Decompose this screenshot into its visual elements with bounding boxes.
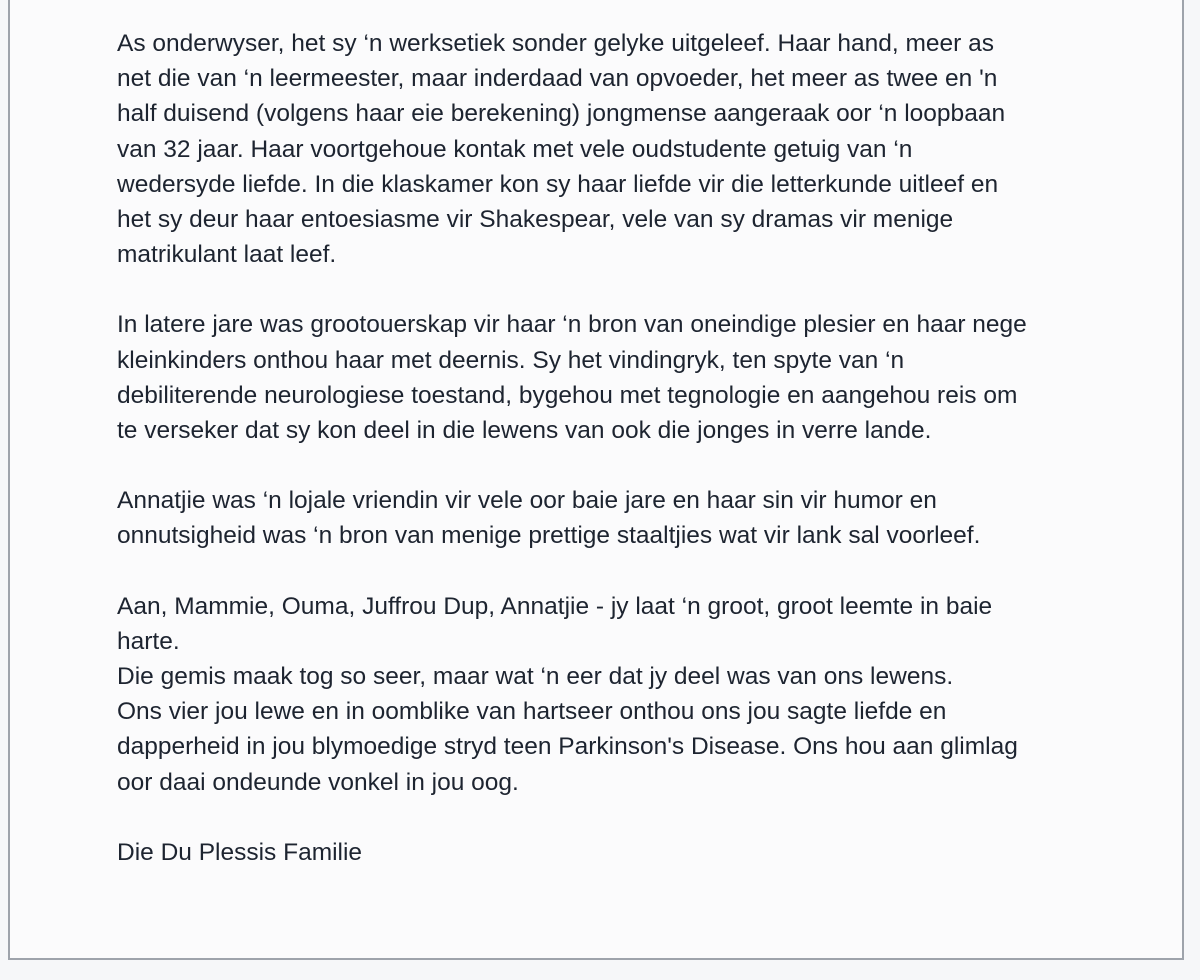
text-line: onnutsigheid was ‘n bron van menige prettige staaltjies wat vir lank sal voorleef. xyxy=(117,522,981,550)
text-line: Ons vier jou lewe en in oomblike van hartseer onthou ons jou sagte liefde en xyxy=(117,698,947,726)
paragraph-friendship xyxy=(117,483,1067,553)
text-line: kleinkinders onthou haar met deernis. Sy het vindingryk, ten spyte van ‘n xyxy=(117,346,905,374)
paragraph-teaching xyxy=(117,26,1067,272)
paragraph-farewell xyxy=(117,589,1067,800)
text-line: Die gemis maak tog so seer, maar wat ‘n eer dat jy deel was van ons lewens. xyxy=(117,663,954,691)
text-line: Annatjie was ‘n lojale vriendin vir vele oor baie jare en haar sin vir humor en xyxy=(117,487,937,515)
text-line: As onderwyser, het sy ‘n werksetiek sonder gelyke uitgeleef. Haar hand, meer as xyxy=(117,30,994,57)
text-line: te verseker dat sy kon deel in die lewens van ook die jonges in verre lande. xyxy=(117,417,932,445)
text-line: matrikulant laat leef. xyxy=(117,241,337,269)
document-body xyxy=(117,26,1067,870)
family-signature: Die Du Plessis Familie xyxy=(117,838,363,866)
text-line: harte. xyxy=(117,627,180,655)
text-line: Aan, Mammie, Ouma, Juffrou Dup, Annatjie - jy laat ‘n groot, groot leemte in baie xyxy=(117,592,993,620)
text-line: dapperheid in jou blymoedige stryd teen Parkinson's Disease. Ons hou aan glimlag xyxy=(117,733,1018,761)
text-line: het sy deur haar entoesiasme vir Shakespear, vele van sy dramas vir menige xyxy=(117,206,954,234)
text-line: van 32 jaar. Haar voortgehoue kontak met vele oudstudente getuig van ‘n xyxy=(117,135,913,163)
text-line: net die van ‘n leermeester, maar inderdaad van opvoeder, het meer as twee en 'n xyxy=(117,65,998,93)
text-line: oor daai ondeunde vonkel in jou oog. xyxy=(117,768,519,796)
text-line: debiliterende neurologiese toestand, bygehou met tegnologie en aangehou reis om xyxy=(117,381,1018,409)
text-line: half duisend (volgens haar eie berekening) jongmense aangeraak oor ‘n loopbaan xyxy=(117,100,1006,128)
text-line: wedersyde liefde. In die klaskamer kon sy haar liefde vir die letterkunde uitleef en xyxy=(117,170,999,198)
text-line: In latere jare was grootouerskap vir haar ‘n bron van oneindige plesier en haar nege xyxy=(117,311,1027,339)
paragraph-grandparenthood xyxy=(117,307,1067,448)
